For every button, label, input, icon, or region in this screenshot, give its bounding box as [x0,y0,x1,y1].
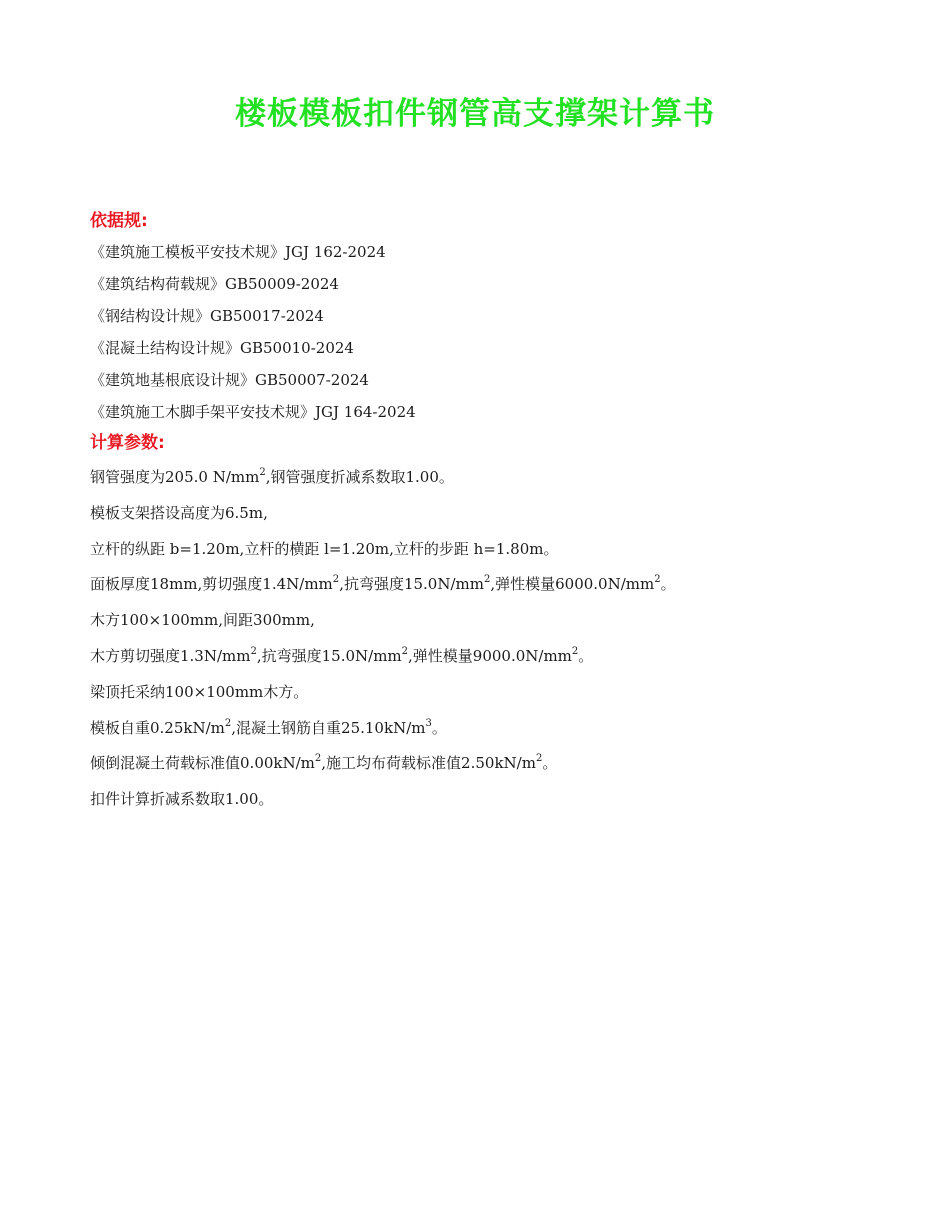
unit-exponent: 2 [314,753,322,765]
unit-exponent: 2 [535,753,543,765]
standards-list [90,236,890,428]
param-text: ,混凝土钢筋自重25.10kN/m [231,718,426,737]
param-text: ,弹性模量6000.0N/mm [490,575,655,594]
param-line [90,567,890,603]
param-text: 。 [578,646,594,665]
param-text: 模板支架搭设高度为6.5m, [90,503,268,522]
params-heading: 计算参数: [90,433,165,453]
unit-exponent: 2 [483,574,491,586]
document-body [90,206,890,818]
param-text: 立杆的纵距 b=1.20m,立杆的横距 l=1.20m,立杆的步距 h=1.80m。 [90,539,559,558]
document-title: 楼板模板扣件钢管高支撑架计算书 [235,96,715,132]
param-text: 木方剪切强度1.3N/mm [90,646,251,665]
param-line [90,746,890,782]
params-list [90,460,890,818]
param-text: ,弹性模量9000.0N/mm [408,646,572,665]
unit-exponent: 2 [224,717,232,729]
param-text: 。 [431,718,447,737]
unit-exponent: 2 [250,645,257,657]
standard-item: 《钢结构设计规》GB50017-2024 [90,307,324,325]
param-text: 面板厚度18mm,剪切强度1.4N/mm [90,575,333,594]
standard-item: 《混凝土结构设计规》GB50010-2024 [90,339,354,357]
param-text: 扣件计算折减系数取1.00。 [90,790,274,809]
unit-exponent: 2 [654,574,661,586]
standard-item: 《建筑施工木脚手架平安技术规》JGJ 164-2024 [90,403,416,421]
param-text: 模板自重0.25kN/m [90,718,225,737]
unit-exponent: 3 [425,717,432,729]
param-line [90,639,890,675]
standard-item: 《建筑结构荷载规》GB50009-2024 [90,275,339,293]
param-text: ,抗弯强度15.0N/mm [256,646,402,665]
param-text: ,施工均布荷载标准值2.50kN/m [321,754,536,773]
param-line [90,532,890,568]
param-text: 。 [542,754,558,773]
param-text: ,抗弯强度15.0N/mm [339,575,484,594]
param-text: 。 [660,575,676,594]
standard-item: 《建筑地基根底设计规》GB50007-2024 [90,371,369,389]
basis-heading: 依据规: [90,211,148,231]
unit-exponent: 2 [259,467,266,478]
param-line [90,675,890,711]
param-line [90,603,890,639]
param-text: 钢管强度为205.0 N/mm [90,468,260,486]
unit-exponent: 2 [332,574,340,586]
param-text: 倾倒混凝土荷载标准值0.00kN/m [90,754,315,773]
standard-item: 《建筑施工模板平安技术规》JGJ 162-2024 [90,243,386,261]
param-line [90,711,890,747]
param-text: 梁顶托采纳100×100mm木方。 [90,682,309,701]
unit-exponent: 2 [401,645,409,657]
param-text: 木方100×100mm,间距300mm, [90,611,315,630]
param-line [90,496,890,532]
param-line [90,782,890,818]
unit-exponent: 2 [571,645,579,657]
param-line [90,460,890,496]
param-text: ,钢管强度折减系数取1.00。 [265,468,454,486]
